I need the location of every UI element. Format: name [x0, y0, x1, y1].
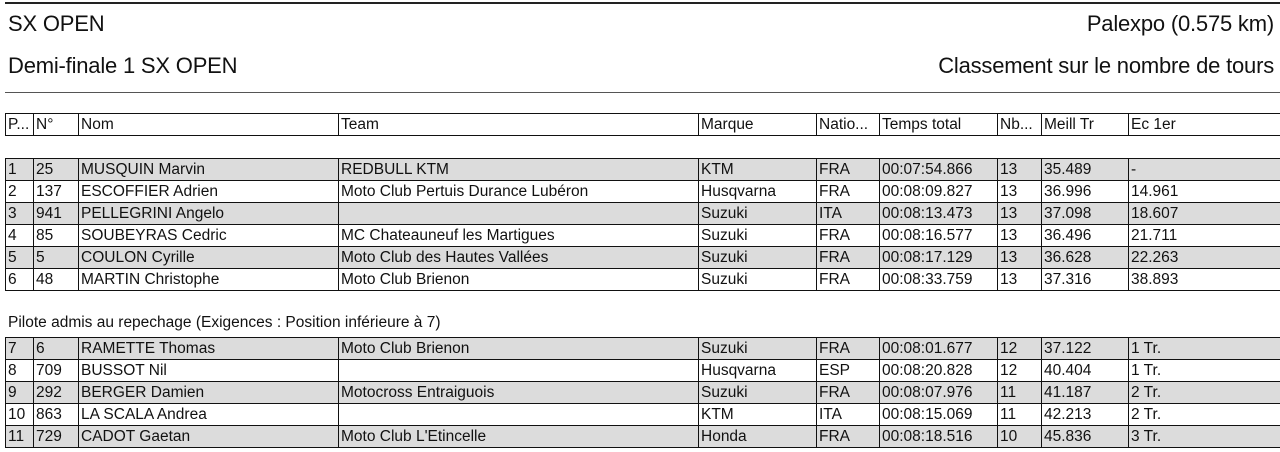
- col-header-gap-to-leader[interactable]: Ec 1er: [1129, 114, 1280, 136]
- cell-laps: 10: [998, 426, 1042, 448]
- cell-team: Moto Club Pertuis Durance Lubéron: [339, 181, 699, 203]
- cell-bib-number: 48: [34, 269, 79, 291]
- cell-bib-number: 292: [34, 382, 79, 404]
- cell-nationality: ITA: [817, 404, 880, 426]
- cell-team: Moto Club L'Etincelle: [339, 426, 699, 448]
- cell-rider-name: ESCOFFIER Adrien: [79, 181, 339, 203]
- header-divider: [5, 92, 1280, 93]
- cell-total-time: 00:08:15.069: [880, 404, 998, 426]
- cell-brand: Honda: [699, 426, 817, 448]
- cell-total-time: 00:08:17.129: [880, 247, 998, 269]
- cell-team: [339, 360, 699, 382]
- cell-total-time: 00:08:07.976: [880, 382, 998, 404]
- cell-laps: 11: [998, 382, 1042, 404]
- cell-rider-name: BERGER Damien: [79, 382, 339, 404]
- cell-best-lap: 36.996: [1042, 181, 1129, 203]
- cell-nationality: FRA: [817, 225, 880, 247]
- table-row: [6, 426, 1280, 448]
- cell-total-time: 00:08:16.577: [880, 225, 998, 247]
- top-rule: [5, 2, 1280, 4]
- cell-brand: KTM: [699, 404, 817, 426]
- cell-nationality: ESP: [817, 360, 880, 382]
- cell-laps: 11: [998, 404, 1042, 426]
- event-title: SX OPEN: [8, 11, 105, 36]
- cell-team: Motocross Entraiguois: [339, 382, 699, 404]
- cell-rider-name: LA SCALA Andrea: [79, 404, 339, 426]
- cell-best-lap: 35.489: [1042, 159, 1129, 181]
- cell-nationality: FRA: [817, 181, 880, 203]
- cell-nationality: ITA: [817, 203, 880, 225]
- cell-best-lap: 36.628: [1042, 247, 1129, 269]
- table-row: [6, 203, 1280, 225]
- col-header-rider-name[interactable]: Nom: [79, 114, 339, 136]
- cell-bib-number: 729: [34, 426, 79, 448]
- cell-position: 6: [6, 269, 34, 291]
- cell-nationality: FRA: [817, 159, 880, 181]
- table-row: [6, 338, 1280, 360]
- table-row: [6, 382, 1280, 404]
- cell-team: Moto Club Brienon: [339, 338, 699, 360]
- cell-rider-name: BUSSOT Nil: [79, 360, 339, 382]
- cell-best-lap: 41.187: [1042, 382, 1129, 404]
- table-row: [6, 159, 1280, 181]
- cell-bib-number: 6: [34, 338, 79, 360]
- cell-laps: 13: [998, 225, 1042, 247]
- cell-position: 11: [6, 426, 34, 448]
- cell-laps: 13: [998, 159, 1042, 181]
- cell-nationality: FRA: [817, 269, 880, 291]
- cell-brand: Suzuki: [699, 338, 817, 360]
- col-header-total-time[interactable]: Temps total: [880, 114, 998, 136]
- cell-gap-to-leader: 38.893: [1129, 269, 1280, 291]
- cell-total-time: 00:08:09.827: [880, 181, 998, 203]
- cell-gap-to-leader: 18.607: [1129, 203, 1280, 225]
- results-table: [5, 158, 1280, 291]
- cell-total-time: 00:08:20.828: [880, 360, 998, 382]
- cell-total-time: 00:08:33.759: [880, 269, 998, 291]
- cell-position: 2: [6, 181, 34, 203]
- cell-brand: Suzuki: [699, 247, 817, 269]
- cell-rider-name: PELLEGRINI Angelo: [79, 203, 339, 225]
- cell-position: 3: [6, 203, 34, 225]
- cell-brand: Suzuki: [699, 382, 817, 404]
- venue-label: Palexpo (0.575 km): [1086, 11, 1274, 36]
- cell-team: [339, 404, 699, 426]
- session-title: Demi-finale 1 SX OPEN: [8, 53, 238, 78]
- col-header-best-lap[interactable]: Meill Tr: [1042, 114, 1129, 136]
- cell-total-time: 00:08:01.677: [880, 338, 998, 360]
- cell-laps: 13: [998, 181, 1042, 203]
- table-row: [6, 247, 1280, 269]
- cell-position: 10: [6, 404, 34, 426]
- cell-brand: Suzuki: [699, 203, 817, 225]
- cell-nationality: FRA: [817, 338, 880, 360]
- cell-gap-to-leader: 2 Tr.: [1129, 404, 1280, 426]
- cell-bib-number: 25: [34, 159, 79, 181]
- cell-bib-number: 941: [34, 203, 79, 225]
- cell-total-time: 00:08:18.516: [880, 426, 998, 448]
- cell-laps: 12: [998, 360, 1042, 382]
- cell-gap-to-leader: 14.961: [1129, 181, 1280, 203]
- cell-bib-number: 863: [34, 404, 79, 426]
- cell-best-lap: 37.316: [1042, 269, 1129, 291]
- cell-position: 7: [6, 338, 34, 360]
- cell-position: 4: [6, 225, 34, 247]
- cell-team: MC Chateauneuf les Martigues: [339, 225, 699, 247]
- cell-bib-number: 5: [34, 247, 79, 269]
- cell-gap-to-leader: 3 Tr.: [1129, 426, 1280, 448]
- cell-best-lap: 36.496: [1042, 225, 1129, 247]
- cell-gap-to-leader: 21.711: [1129, 225, 1280, 247]
- col-header-brand[interactable]: Marque: [699, 114, 817, 136]
- cell-brand: Suzuki: [699, 269, 817, 291]
- cell-rider-name: CADOT Gaetan: [79, 426, 339, 448]
- cell-rider-name: RAMETTE Thomas: [79, 338, 339, 360]
- cell-rider-name: SOUBEYRAS Cedric: [79, 225, 339, 247]
- cell-laps: 13: [998, 269, 1042, 291]
- cell-best-lap: 37.122: [1042, 338, 1129, 360]
- cell-brand: Husqvarna: [699, 360, 817, 382]
- repechage-table: [5, 337, 1280, 448]
- cell-best-lap: 40.404: [1042, 360, 1129, 382]
- cell-team: Moto Club des Hautes Vallées: [339, 247, 699, 269]
- cell-position: 5: [6, 247, 34, 269]
- cell-nationality: FRA: [817, 382, 880, 404]
- ranking-mode-label: Classement sur le nombre de tours: [938, 53, 1274, 78]
- cell-best-lap: 45.836: [1042, 426, 1129, 448]
- repechage-note: Pilote admis au repechage (Exigences : Position inférieure à 7): [8, 314, 441, 331]
- cell-laps: 13: [998, 203, 1042, 225]
- cell-bib-number: 709: [34, 360, 79, 382]
- cell-rider-name: MARTIN Christophe: [79, 269, 339, 291]
- cell-gap-to-leader: 22.263: [1129, 247, 1280, 269]
- table-row: [6, 269, 1280, 291]
- cell-position: 1: [6, 159, 34, 181]
- column-header-row: [6, 114, 1280, 136]
- cell-position: 8: [6, 360, 34, 382]
- cell-bib-number: 137: [34, 181, 79, 203]
- cell-gap-to-leader: -: [1129, 159, 1280, 181]
- cell-team: [339, 203, 699, 225]
- cell-rider-name: COULON Cyrille: [79, 247, 339, 269]
- col-header-position[interactable]: P...: [6, 114, 34, 136]
- cell-total-time: 00:08:13.473: [880, 203, 998, 225]
- cell-best-lap: 42.213: [1042, 404, 1129, 426]
- cell-nationality: FRA: [817, 426, 880, 448]
- cell-best-lap: 37.098: [1042, 203, 1129, 225]
- col-header-bib-number[interactable]: N°: [34, 114, 79, 136]
- cell-total-time: 00:07:54.866: [880, 159, 998, 181]
- col-header-nationality[interactable]: Natio...: [817, 114, 880, 136]
- col-header-team[interactable]: Team: [339, 114, 699, 136]
- cell-laps: 12: [998, 338, 1042, 360]
- cell-brand: KTM: [699, 159, 817, 181]
- cell-laps: 13: [998, 247, 1042, 269]
- cell-gap-to-leader: 1 Tr.: [1129, 338, 1280, 360]
- col-header-laps[interactable]: Nb...: [998, 114, 1042, 136]
- cell-gap-to-leader: 2 Tr.: [1129, 382, 1280, 404]
- cell-nationality: FRA: [817, 247, 880, 269]
- table-row: [6, 181, 1280, 203]
- cell-position: 9: [6, 382, 34, 404]
- cell-rider-name: MUSQUIN Marvin: [79, 159, 339, 181]
- cell-bib-number: 85: [34, 225, 79, 247]
- cell-team: Moto Club Brienon: [339, 269, 699, 291]
- table-row: [6, 404, 1280, 426]
- table-row: [6, 225, 1280, 247]
- cell-brand: Husqvarna: [699, 181, 817, 203]
- cell-team: REDBULL KTM: [339, 159, 699, 181]
- table-row: [6, 360, 1280, 382]
- cell-gap-to-leader: 1 Tr.: [1129, 360, 1280, 382]
- cell-brand: Suzuki: [699, 225, 817, 247]
- column-header-table: [5, 113, 1280, 136]
